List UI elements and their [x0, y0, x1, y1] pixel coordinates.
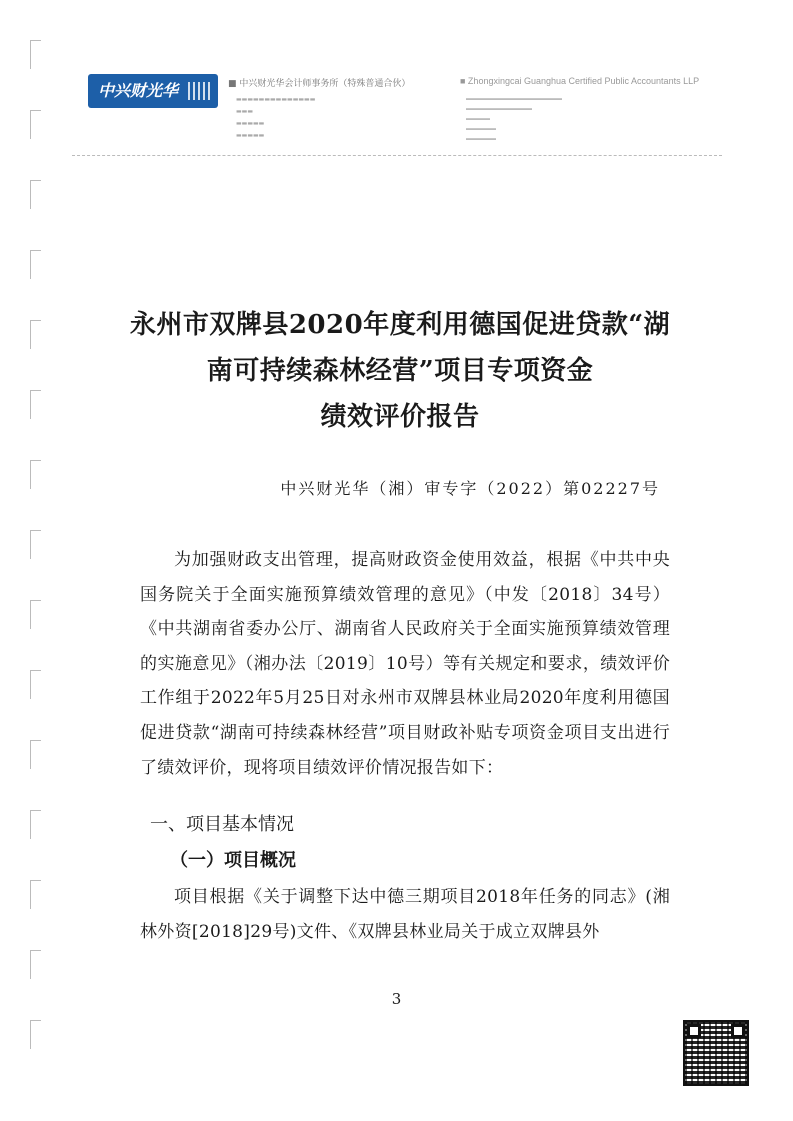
overview-paragraph: 项目根据《关于调整下达中德三期项目2018年任务的同志》(湘林外资[2018]29号)文件、《双牌县林业局关于成立双牌县外 — [140, 887, 670, 942]
logo-stripes-icon — [188, 82, 212, 100]
logo-text: 中兴财光华 — [98, 81, 179, 100]
section-heading-1: 一、项目基本情况 — [150, 814, 294, 835]
intro-section — [140, 543, 670, 785]
overview-section — [140, 880, 670, 949]
contact-lines-en: ▬▬▬▬▬▬▬▬▬▬▬▬▬▬▬▬ ▬▬▬▬▬▬▬▬▬▬▬ ▬▬▬▬ ▬▬▬▬▬ ▬▬▬▬▬ — [466, 96, 562, 142]
firm-name-cn: ■ 中兴财光华会计师事务所（特殊普通合伙） — [228, 79, 411, 89]
qr-code-icon — [683, 1020, 749, 1086]
title-line-2: 南可持续森林经营”项目专项资金 — [206, 356, 594, 386]
firm-name-en: ■ Zhongxingcai Guanghua Certified Public Accountants LLP — [460, 76, 700, 86]
title-line-3: 绩效评价报告 — [320, 402, 480, 432]
letterhead — [78, 70, 718, 160]
contact-lines-cn: ▬▬▬▬▬▬▬▬▬▬▬▬▬▬ ▬▬▬ ▬▬▬▬▬ ▬▬▬▬▬ — [236, 96, 316, 139]
report-title — [100, 302, 700, 440]
binding-hole-marks — [30, 40, 42, 1120]
page-number: 3 — [391, 990, 402, 1008]
firm-logo — [88, 74, 218, 108]
intro-paragraph: 为加强财政支出管理，提高财政资金使用效益，根据《中共中央国务院关于全面实施预算绩效管理的意见》（中发〔2018〕34号）《中共湖南省委办公厅、湖南省人民政府关于全面实施预算绩效管理的实施意见》（湘办法〔2019〕10号）等有关规定和要求，绩效评价工作组于2022年5月25日对永州市双牌县林业局2020年度利用德国促进贷款“湖南可持续森林经营”项目财政补贴专项资金项目支出进行了绩效评价，现将项目绩效评价情况报告如下： — [140, 550, 670, 778]
header-divider — [72, 155, 722, 156]
document-number: 中兴财光华（湘）审专字（2022）第02227号 — [280, 479, 660, 498]
title-line-1: 永州市双牌县2020年度利用德国促进贷款“湖 — [129, 310, 671, 340]
subsection-heading-1-1: （一）项目概况 — [170, 850, 296, 871]
